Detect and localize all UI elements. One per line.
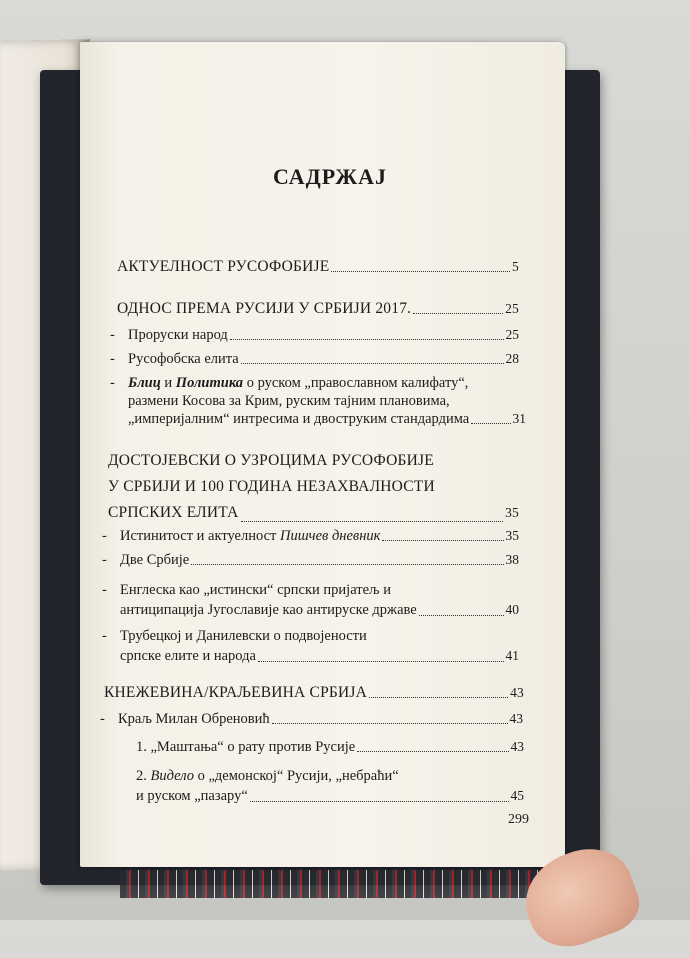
toc-entry-title: АКТУЕЛНОСТ РУСОФОБИЈЕ: [117, 258, 330, 275]
toc-subentry: [110, 374, 526, 428]
toc-page-number: 43: [510, 739, 524, 754]
toc-entry-text: о руском „православном калифату“,: [243, 375, 469, 391]
toc-subentry: [100, 710, 523, 728]
toc-entry-text: и: [160, 375, 176, 391]
list-dash: -: [110, 351, 115, 367]
toc-subentry-numbered: [136, 738, 524, 756]
toc-heading: САДРЖАЈ: [272, 164, 388, 189]
toc-entry-title: ДОСТОЈЕВСКИ О УЗРОЦИМА РУСОФОБИЈЕ: [108, 452, 434, 469]
toc-page-number: 35: [505, 528, 519, 543]
toc-entry-title: ОДНОС ПРЕМА РУСИЈИ У СРБИЈИ 2017.: [117, 300, 412, 317]
leader-dots: [241, 363, 504, 364]
toc-page-number: 25: [505, 327, 519, 342]
list-dash: -: [110, 327, 115, 343]
toc-entry-title: Русофобска елита: [128, 351, 239, 367]
toc-page-number: 40: [505, 602, 519, 617]
toc-entry-title: Краљ Милан Обреновић: [118, 711, 270, 727]
toc-subentry: [102, 551, 519, 569]
toc-entry-title: Проруски народ: [128, 327, 228, 343]
toc-entry: [108, 448, 519, 526]
toc-subentry: [110, 326, 519, 344]
leader-dots: [419, 615, 504, 616]
toc-entry-title-italic: Политика: [175, 375, 244, 391]
toc-entry-title-italic: Блиц: [128, 375, 161, 391]
list-dash: -: [102, 528, 107, 544]
list-dash: -: [102, 552, 107, 568]
leader-dots: [331, 271, 510, 272]
leader-dots: [241, 521, 504, 522]
toc-entry-title: Енглеска као „истински“ српски пријатељ и: [120, 582, 391, 598]
toc-entry-title: У СРБИЈИ И 100 ГОДИНА НЕЗАХВАЛНОСТИ: [108, 478, 435, 495]
toc-entry: [117, 300, 519, 318]
toc-subentry: [102, 527, 519, 545]
toc-page-number: 41: [505, 648, 519, 663]
toc-entry-text: „империјалним“ интресима и двоструким стандардима: [128, 411, 470, 427]
toc-entry-title-italic: Пишчев дневник: [280, 528, 381, 544]
leader-dots: [230, 339, 504, 340]
toc-page-number: 43: [510, 685, 524, 700]
toc-page-number: 28: [505, 351, 519, 366]
list-dash: -: [110, 375, 115, 391]
leader-dots: [369, 697, 508, 698]
toc-entry-text: размени Косова за Крим, руским тајним плановима,: [128, 393, 450, 409]
leader-dots: [413, 313, 503, 314]
toc-entry-title: Истинитост и актуелност: [120, 528, 280, 544]
toc-entry-text: 2.: [136, 768, 151, 784]
list-dash: -: [102, 582, 107, 598]
toc-subentry-numbered: [136, 766, 524, 806]
toc-entry-title: антиципација Југославије као антируске државе: [120, 602, 417, 618]
toc-entry-text: о „демонској“ Русији, „небраћи“: [193, 768, 399, 784]
toc-entry-title-italic: Видело: [150, 768, 194, 784]
toc-page-number: 31: [512, 411, 526, 426]
toc-subentry: [110, 350, 519, 368]
toc-entry-title: српске елите и народа: [120, 648, 256, 664]
toc-page-number: 45: [510, 788, 524, 803]
leader-dots: [382, 540, 503, 541]
toc-entry: [104, 684, 524, 702]
toc-subentry: [102, 580, 519, 620]
leader-dots: [191, 564, 503, 565]
toc-page-number: 35: [505, 505, 519, 520]
toc-page-number: 43: [509, 711, 523, 726]
toc-entry-title: СРПСКИХ ЕЛИТА: [108, 504, 239, 521]
leader-dots: [250, 801, 509, 802]
toc-entry-title: Трубецкој и Данилевски о подвојености: [120, 628, 367, 644]
toc-page-number: 38: [505, 552, 519, 567]
toc-page-number: 5: [512, 259, 519, 274]
folio-page-number: 299: [508, 812, 529, 827]
book-edge-stripes: [120, 870, 590, 898]
toc-entry-title: КНЕЖЕВИНА/КРАЉЕВИНА СРБИЈА: [104, 684, 368, 701]
leader-dots: [272, 723, 508, 724]
toc-entry: [117, 258, 519, 276]
leader-dots: [471, 423, 510, 424]
leader-dots: [258, 661, 504, 662]
toc-entry-text: и руском „пазару“: [136, 788, 248, 804]
leader-dots: [357, 751, 508, 752]
toc-subentry: [102, 626, 519, 666]
toc-page-number: 25: [505, 301, 519, 316]
toc-entry-title: Две Србије: [120, 552, 190, 568]
toc-entry-title: 1. „Маштања“ о рату против Русије: [136, 739, 356, 755]
list-dash: -: [102, 628, 107, 644]
list-dash: -: [100, 711, 105, 727]
